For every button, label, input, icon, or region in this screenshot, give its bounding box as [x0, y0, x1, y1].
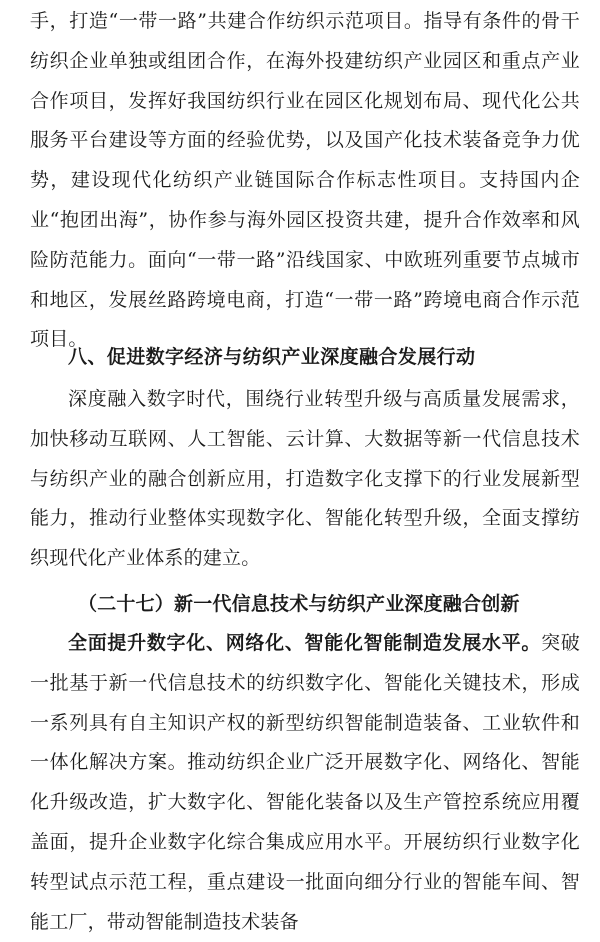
bold-lead-sentence: 全面提升数字化、网络化、智能化智能制造发展水平。 [68, 632, 542, 654]
section-heading: 八、促进数字经济与纺织产业深度融合发展行动 [68, 346, 476, 368]
subsection-heading: （二十七）新一代信息技术与纺织产业深度融合创新 [78, 593, 520, 615]
section-intro-paragraph: 深度融入数字时代，围绕行业转型升级与高质量发展需求，加快移动互联网、人工智能、云计算、大数据等新一代信息技术与纺织产业的融合创新应用，打造数字化支撑下的行业发展新型能力，推动行业整体实现数字化、智能化转型升级，全面支撑纺织现代化产业体系的建立。 [30, 388, 580, 570]
subsection-paragraph [30, 624, 580, 942]
continued-paragraph: 手，打造“一带一路”共建合作纺织示范项目。指导有条件的骨干纺织企业单独或组团合作，在海外投建纺织产业园区和重点产业合作项目，发挥好我国纺织行业在园区化规划布局、现代化公共服务平台建设等方面的经验优势，以及国产化技术装备竞争力优势，建设现代化纺织产业链国际合作标志性项目。支持国内企业“抱团出海”，协作参与海外园区投资共建，提升合作效率和风险防范能力。面向“一带一路”沿线国家、中欧班列重要节点城市和地区，发展丝路跨境电商，打造“一带一路”跨境电商合作示范项目。 [30, 10, 580, 351]
subsection-body-text: 突破一批基于新一代信息技术的纺织数字化、智能化关键技术，形成一系列具有自主知识产权的新型纺织智能制造装备、工业软件和一体化解决方案。推动纺织企业广泛开展数字化、网络化、智能化升级改造，扩大数字化、智能化装备以及生产管控系统应用覆盖面，提升企业数字化综合集成应用水平。开展纺织行业数字化转型试点示范工程，重点建设一批面向细分行业的智能车间、智能工厂，带动智能制造技术装备 [30, 632, 580, 933]
